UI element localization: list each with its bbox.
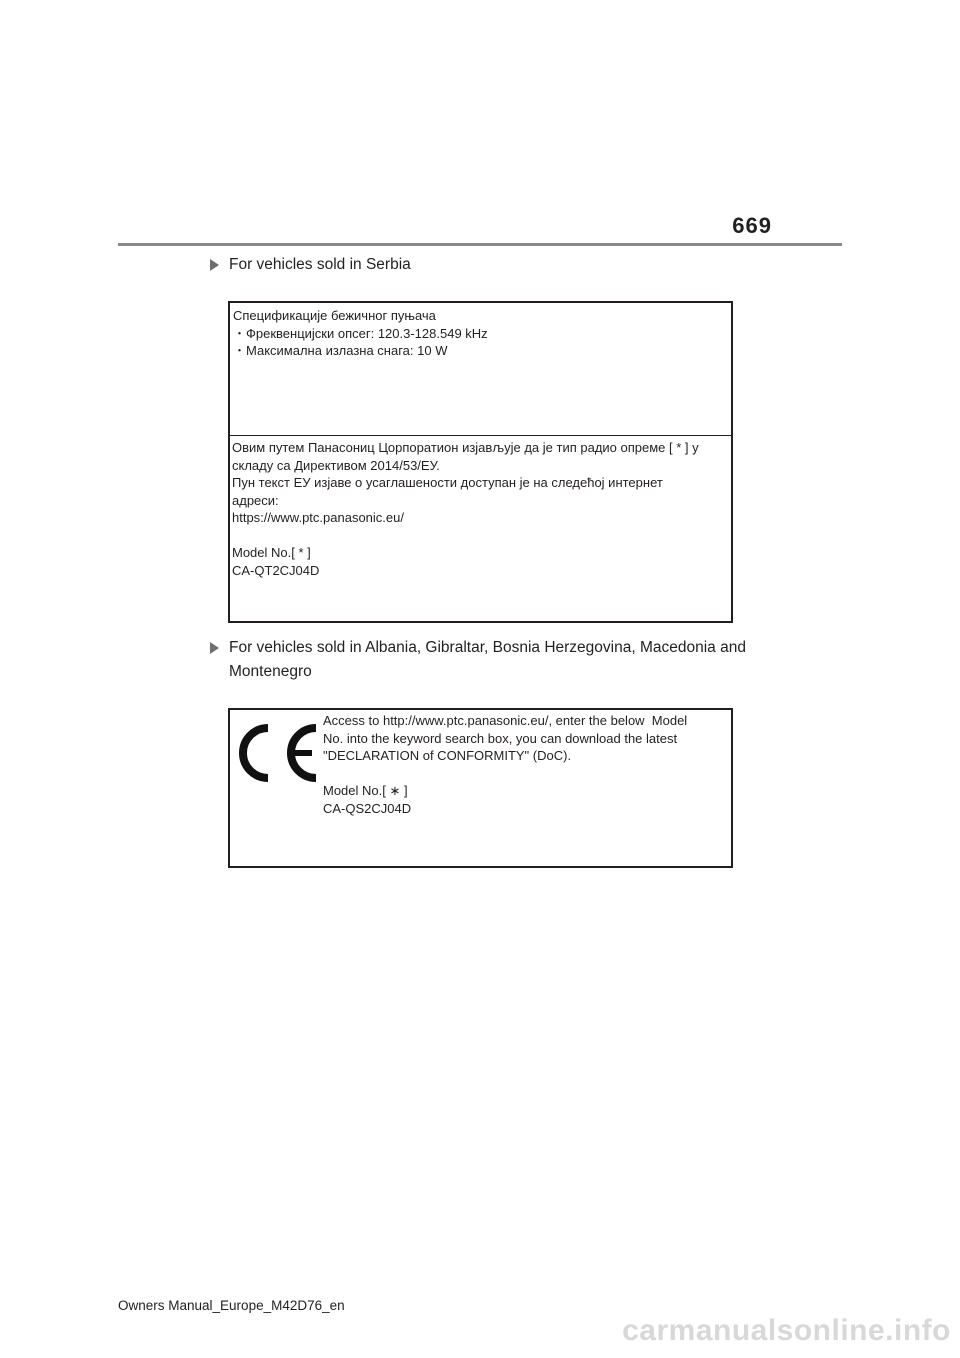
heading-serbia-text: For vehicles sold in Serbia: [229, 256, 411, 273]
footer-text: Owners Manual_Europe_M42D76_en: [118, 1298, 345, 1313]
others-label-box: [228, 708, 733, 868]
others-label-text: Access to http://www.ptc.panasonic.eu/, enter the below Model No. into the keyword search box, you can download the latest "DECLARATION of CONFORMITY" (DoC). Model No.[ ∗ ] CA-QS2CJ04D: [323, 713, 688, 816]
serbia-declaration-text: Овим путем Панасониц Цорпоратион изјављује да је тип радио опреме [ * ] у складу са Директивом 2014/53/ЕУ. Пун текст ЕУ изјаве о усаглашености доступан је на следећој интернет адреси: https://www.ptc.panasonic.eu/ Model No.[ * ] CA-QT2CJ04D: [232, 440, 699, 578]
serbia-label-specs: [230, 303, 731, 436]
triangle-bullet-icon: [210, 259, 219, 271]
serbia-specs-text: Спецификације бежичног пуњача ・Фреквенцијски опсег: 120.3-128.549 kHz ・Максимална излазна снага: 10 W: [233, 308, 488, 358]
serbia-label-box: [228, 301, 733, 623]
heading-others: [210, 636, 750, 684]
heading-serbia: [210, 253, 750, 277]
ce-mark-icon: [237, 724, 320, 782]
heading-others-text: For vehicles sold in Albania, Gibraltar, Bosnia Herzegovina, Macedonia and Montenegro: [229, 639, 746, 680]
triangle-bullet-icon: [210, 642, 219, 654]
serbia-label-declaration: [230, 437, 731, 621]
header-rule: [118, 243, 842, 246]
watermark[interactable]: carmanualsonline.info: [622, 1314, 951, 1347]
page-number: 669: [732, 213, 772, 238]
